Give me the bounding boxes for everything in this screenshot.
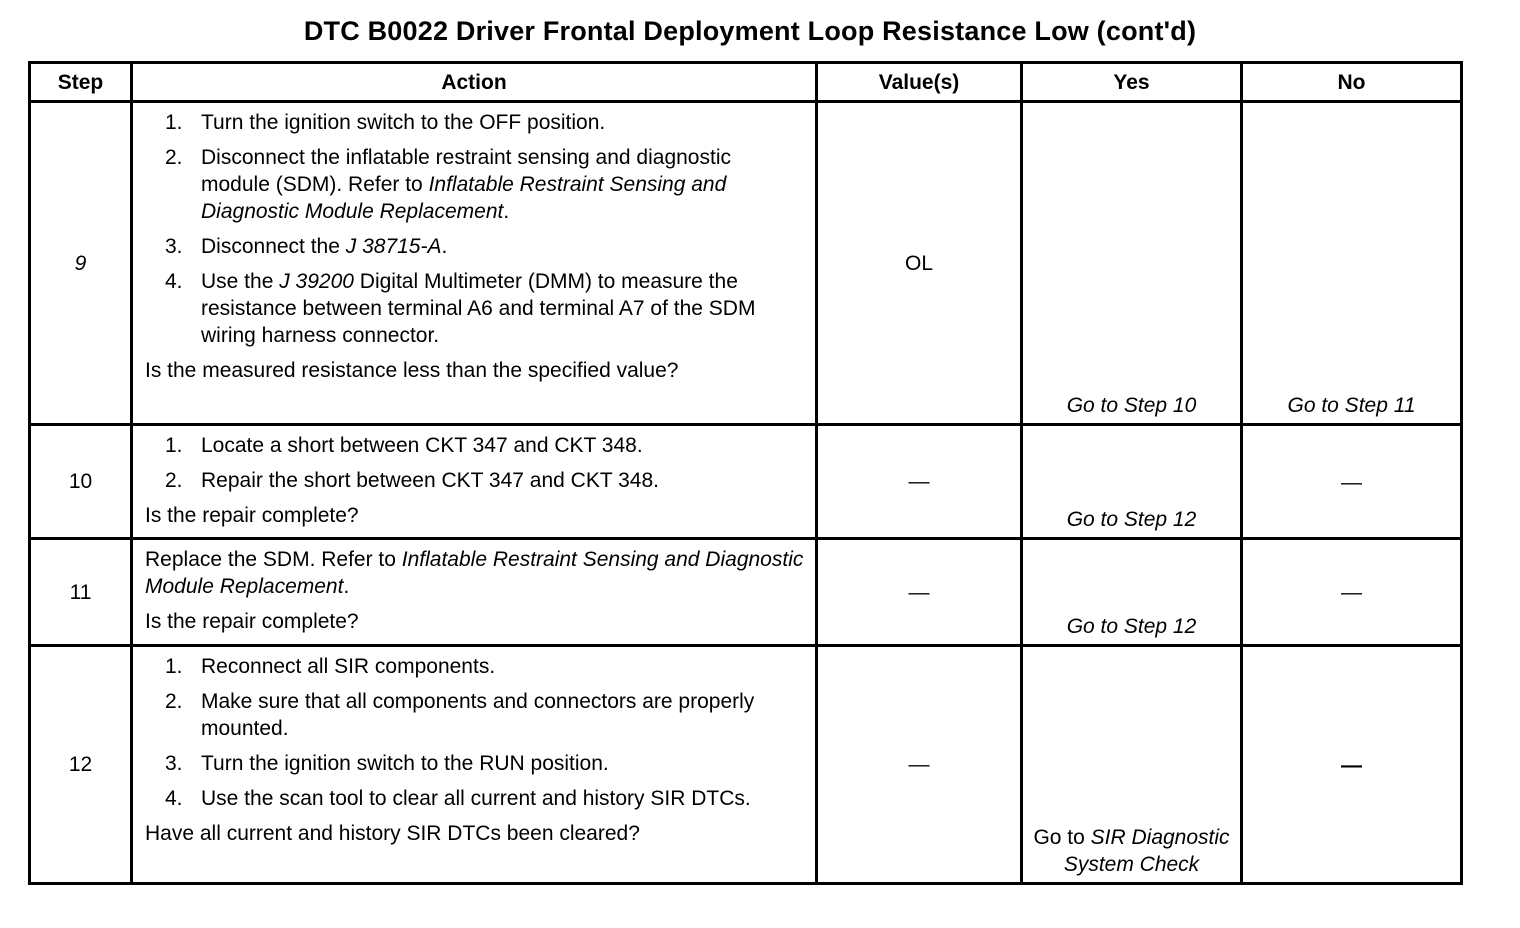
value-cell: — — [817, 425, 1022, 539]
step-number: 11 — [30, 539, 132, 646]
question-text: Is the repair complete? — [145, 610, 359, 633]
step-number: 10 — [30, 425, 132, 539]
question-text: Is the repair complete? — [145, 504, 359, 527]
no-cell: — — [1242, 539, 1462, 646]
yes-cell: Go to Step 12 — [1022, 539, 1242, 646]
list-item: 3. Disconnect the J 38715-A. — [165, 235, 448, 258]
yes-cell: Go to SIR Diagnostic System Check — [1022, 646, 1242, 884]
value-cell: OL — [817, 102, 1022, 425]
action-text: Replace the SDM. Refer to Inflatable Restraint Sensing and Diagnostic Module Replacement. — [145, 548, 804, 598]
list-item: 4. Use the scan tool to clear all current and history SIR DTCs. — [165, 787, 751, 810]
header-step: Step — [30, 63, 132, 102]
table-row — [30, 539, 1462, 646]
header-no: No — [1242, 63, 1462, 102]
list-item: 1. Reconnect all SIR components. — [165, 655, 496, 678]
table-row — [30, 646, 1462, 884]
yes-cell: Go to Step 10 — [1022, 102, 1242, 425]
page-title: DTC B0022 Driver Frontal Deployment Loop Resistance Low (cont'd) — [303, 16, 1197, 46]
list-item: 3. Turn the ignition switch to the RUN position. — [165, 752, 609, 775]
header-action: Action — [132, 63, 817, 102]
list-item: 1. Turn the ignition switch to the OFF position. — [165, 111, 606, 134]
list-item: 2. Make sure that all components and connectors are properly mounted. — [165, 690, 755, 740]
action-cell — [132, 425, 817, 539]
list-item: 2. Disconnect the inflatable restraint sensing and diagnostic module (SDM). Refer to Inflatable Restraint Sensing and Diagnostic Module Replacement. — [165, 146, 731, 223]
diagnostic-table — [28, 61, 1463, 885]
table-row — [30, 102, 1462, 425]
header-values: Value(s) — [817, 63, 1022, 102]
value-cell: — — [817, 539, 1022, 646]
header-yes: Yes — [1022, 63, 1242, 102]
table-row — [30, 425, 1462, 539]
question-text: Is the measured resistance less than the specified value? — [145, 359, 679, 382]
no-cell: — — [1242, 425, 1462, 539]
step-number: 12 — [30, 646, 132, 884]
no-cell: Go to Step 11 — [1242, 102, 1462, 425]
yes-cell: Go to Step 12 — [1022, 425, 1242, 539]
list-item: 1. Locate a short between CKT 347 and CKT 348. — [165, 434, 643, 457]
list-item: 4. Use the J 39200 Digital Multimeter (DMM) to measure the resistance between terminal A6 and terminal A7 of the SDM wiring harness connector. — [165, 270, 756, 347]
no-cell: — — [1242, 646, 1462, 884]
action-cell — [132, 102, 817, 425]
question-text: Have all current and history SIR DTCs been cleared? — [145, 822, 640, 845]
value-cell: — — [817, 646, 1022, 884]
action-cell — [132, 646, 817, 884]
list-item: 2. Repair the short between CKT 347 and CKT 348. — [165, 469, 660, 492]
header-row — [30, 63, 1462, 102]
action-cell — [132, 539, 817, 646]
step-number: 9 — [30, 102, 132, 425]
